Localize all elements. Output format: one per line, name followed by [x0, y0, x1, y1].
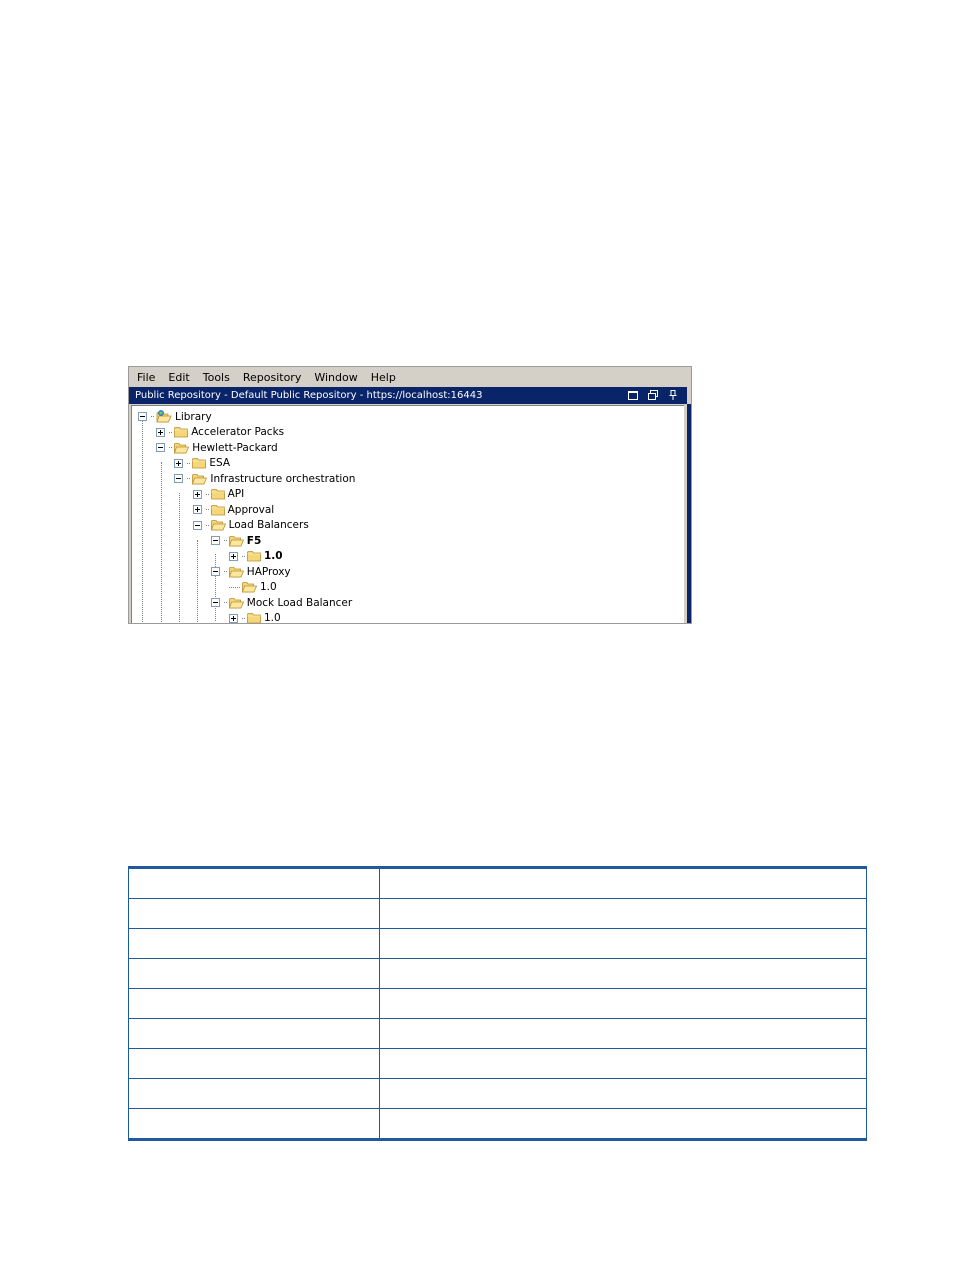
table-cell [129, 899, 380, 929]
table-cell [380, 868, 867, 899]
collapse-icon[interactable] [138, 412, 147, 421]
collapse-icon[interactable] [174, 474, 183, 483]
folder-closed-icon [211, 504, 228, 516]
expand-icon[interactable] [229, 552, 238, 561]
expand-icon[interactable] [174, 459, 183, 468]
folder-closed-icon [247, 612, 264, 624]
tree-node-label: 1.0 [264, 550, 283, 562]
folder-open-icon [192, 473, 210, 485]
tree-connector-dash [242, 556, 245, 557]
table-cell [380, 1019, 867, 1049]
table-cell [380, 929, 867, 959]
collapse-icon[interactable] [156, 443, 165, 452]
tree-node-label: Infrastructure orchestration [210, 472, 356, 485]
folder-open-icon [211, 519, 229, 531]
repository-title-bar [129, 387, 687, 404]
menu-edit[interactable]: Edit [168, 370, 190, 384]
tree-connector-dash [224, 540, 227, 541]
tree-node[interactable] [229, 549, 283, 564]
tree-connector-dash [224, 602, 227, 603]
tree-node-label: Load Balancers [228, 519, 309, 531]
tree-node[interactable] [156, 440, 278, 455]
table-cell [380, 1049, 867, 1079]
tree-node[interactable] [156, 425, 284, 440]
table-cell [129, 1049, 380, 1079]
folder-open-icon [229, 597, 247, 609]
tree-connector-dash [224, 571, 227, 572]
tree-node-label: 1.0 [264, 612, 281, 624]
tree-connector-dash [151, 416, 154, 417]
expand-icon[interactable] [229, 614, 238, 623]
folder-open-icon [229, 566, 247, 578]
document-table [128, 866, 867, 1141]
tree-node[interactable] [193, 502, 275, 517]
expand-icon[interactable] [193, 505, 202, 514]
table-row [129, 1079, 867, 1109]
collapse-icon[interactable] [211, 567, 220, 576]
repository-title: Public Repository - Default Public Repository - https://localhost:16443 [135, 390, 483, 401]
tree-connector-dash [169, 432, 172, 433]
table-cell [129, 959, 380, 989]
menu-repository[interactable]: Repository [242, 370, 302, 384]
tree-connector-dash [187, 478, 190, 479]
table-cell [380, 1109, 867, 1140]
tree-connector-line [179, 493, 180, 624]
expand-icon[interactable] [193, 490, 202, 499]
tree-node-label: F5 [246, 534, 262, 547]
tree-connector-dash [206, 509, 209, 510]
repository-app-screenshot [128, 366, 692, 624]
tree-node[interactable] [174, 456, 230, 471]
table-cell [129, 989, 380, 1019]
tree-node[interactable] [138, 409, 212, 424]
table-row [129, 1109, 867, 1140]
menu-file[interactable]: File [137, 370, 156, 384]
tree-connector-line [142, 416, 143, 624]
table-row [129, 989, 867, 1019]
tree-node[interactable] [193, 518, 309, 533]
tree-connector-line [197, 540, 198, 624]
tree-node-label: ESA [209, 457, 231, 469]
table-cell [129, 1079, 380, 1109]
panel-edge [687, 404, 691, 624]
library-tree [131, 405, 684, 624]
folder-closed-icon [192, 457, 209, 469]
restore-icon[interactable] [647, 389, 659, 401]
folder-closed-icon [247, 550, 264, 562]
table-cell [129, 1109, 380, 1140]
menu-window[interactable]: Window [314, 370, 358, 384]
table-cell [129, 929, 380, 959]
tree-node-label: HAProxy [246, 565, 291, 578]
tree-node[interactable] [229, 580, 277, 595]
tree-connector-dash [242, 618, 245, 619]
tree-connector-dash [229, 587, 240, 588]
table-cell [129, 1019, 380, 1049]
tree-node-label: Hewlett-Packard [192, 441, 278, 454]
library-icon [156, 410, 175, 423]
tree-node-label: Approval [227, 503, 275, 516]
folder-closed-icon [211, 488, 228, 500]
menu-bar [129, 367, 691, 387]
tree-connector-dash [187, 463, 190, 464]
tree-node[interactable] [211, 533, 261, 548]
table-row [129, 1049, 867, 1079]
menu-help[interactable]: Help [370, 370, 396, 384]
table-row [129, 1019, 867, 1049]
tree-node[interactable] [211, 595, 352, 610]
tree-node[interactable] [174, 471, 355, 486]
tree-node-label: 1.0 [260, 581, 277, 593]
table-cell [380, 959, 867, 989]
table-row [129, 899, 867, 929]
collapse-icon[interactable] [211, 598, 220, 607]
pin-icon[interactable] [667, 389, 679, 401]
table-cell [129, 868, 380, 899]
table-row [129, 868, 867, 899]
tree-node[interactable] [229, 611, 281, 625]
folder-open-icon [229, 535, 247, 547]
folder-closed-icon [174, 426, 191, 438]
folder-open-icon [242, 581, 260, 593]
table-cell [380, 899, 867, 929]
tree-node-label: Accelerator Packs [191, 426, 285, 438]
tree-connector-dash [206, 525, 209, 526]
collapse-icon[interactable] [211, 536, 220, 545]
menu-tools[interactable]: Tools [202, 370, 230, 384]
collapse-icon[interactable] [193, 521, 202, 530]
tree-node[interactable] [193, 487, 245, 502]
folder-open-icon [174, 442, 192, 454]
table-row [129, 929, 867, 959]
expand-icon[interactable] [156, 428, 165, 437]
tree-node-label: Library [175, 410, 212, 423]
tree-node[interactable] [211, 564, 291, 579]
tree-connector-line [161, 462, 162, 624]
tree-node-label: API [227, 488, 245, 500]
maximize-icon[interactable] [627, 389, 639, 401]
tree-connector-dash [206, 494, 209, 495]
tree-node-label: Mock Load Balancer [246, 596, 353, 609]
tree-connector-dash [169, 447, 172, 448]
table-row [129, 959, 867, 989]
table-cell [380, 989, 867, 1019]
table-cell [380, 1079, 867, 1109]
